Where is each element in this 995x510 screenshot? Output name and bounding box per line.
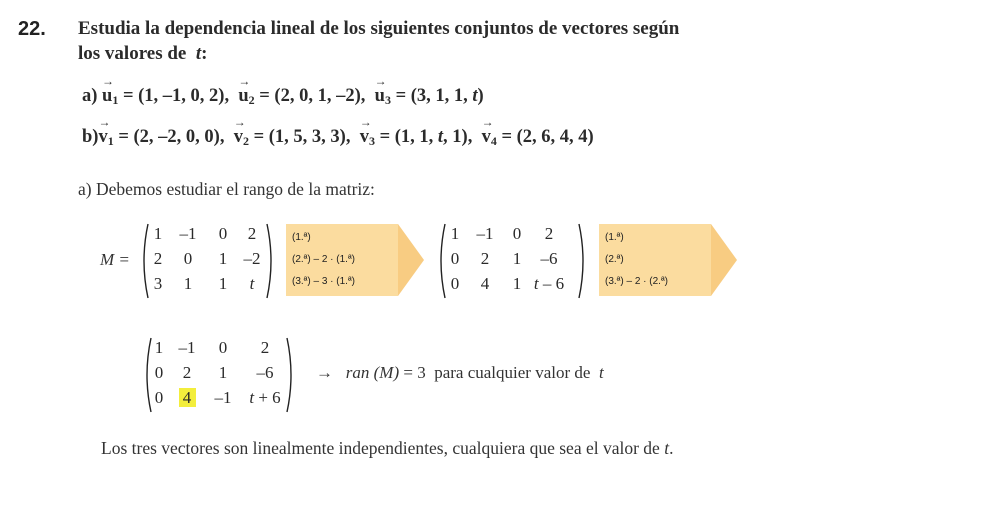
conclusion: Los tres vectores son linealmente independientes, cualquiera que sea el valor de t. [101,438,674,458]
item-b: $b)\to v_1 = (2$, –2, 0, 0), → $v_2 = (1$, 5, 3, 3), → $v_3 = (1$, 1, t, 1), → $v_4 = (2$, 6, 4, 4) [82,127,594,148]
exercise-number: 22. [18,18,46,40]
result-arrow-icon: → [316,363,333,382]
matrix3-cell-r2-c2: 2 [182,363,192,382]
op-2-row-3: (3.ª) – 2 · (2.ª) [605,276,668,287]
matrix3-cell-r3-c4: t + 6 [249,388,281,407]
op-1-row-3: (3.ª) – 3 · (1.ª) [292,276,355,287]
matrix3-cell-r1-c1: 1 [154,338,164,357]
matrix1-cell-r2-c4: –2 [243,249,261,268]
op-2-row-2: (2.ª) [605,254,624,265]
matrix1-cell-r2-c3: 1 [218,249,228,268]
matrix3-cell-r2-c1: 0 [154,363,164,382]
matrix3-cell-r2-c3: 1 [218,363,228,382]
matrix3-cell-r1-c2: –1 [178,338,196,357]
matrix3-cell-r1-c3: 0 [218,338,228,357]
matrix1-cell-r3-c2: 1 [183,274,193,293]
solution-intro: a) Debemos estudiar el rango de la matriz: [78,179,375,199]
matrix1-cell-r2-c1: 2 [153,249,163,268]
row-operations-2 [599,224,737,296]
matrix2-cell-r3-c4: t – 6 [533,274,565,293]
matrix1-cell-r1-c1: 1 [153,224,163,243]
highlighted-cell: 4 [178,388,196,407]
matrix-2 [437,222,587,300]
exercise-title-line2: los valores de t: [78,43,208,64]
matrix3-cell-r1-c4: 2 [260,338,270,357]
matrix1-cell-r1-c2: –1 [179,224,197,243]
matrix-label: M = [100,250,130,269]
matrix2-cell-r2-c1: 0 [450,249,460,268]
matrix1-cell-r3-c1: 3 [153,274,163,293]
matrix1-cell-r1-c4: 2 [247,224,257,243]
matrix3-cell-r3-c2 [172,388,202,408]
rank-result: → ran (M) = 3 para cualquier valor de t [316,363,604,382]
item-a: $a) \to u_1 = (1$, –1, 0, 2), → $u_2 = (2$, 0, 1, –2), → $u_3 = (3$, 1, 1, t) [82,86,484,107]
matrix-1 [140,222,275,300]
matrix2-cell-r1-c1: 1 [450,224,460,243]
matrix-3 [143,336,295,414]
matrix2-cell-r3-c1: 0 [450,274,460,293]
matrix1-cell-r3-c4: t [249,274,255,293]
matrix2-cell-r1-c2: –1 [476,224,494,243]
matrix3-cell-r3-c1: 0 [154,388,164,407]
matrix1-cell-r1-c3: 0 [218,224,228,243]
matrix3-cell-r2-c4: –6 [256,363,274,382]
matrix2-cell-r1-c3: 0 [512,224,522,243]
matrix2-cell-r2-c2: 2 [480,249,490,268]
matrix1-cell-r3-c3: 1 [218,274,228,293]
op-2-row-1: (1.ª) [605,232,624,243]
exercise-title-line1: Estudia la dependencia lineal de los siguientes conjuntos de vectores según [78,18,680,39]
matrix2-cell-r2-c4: –6 [540,249,558,268]
matrix3-cell-r3-c3: –1 [214,388,232,407]
matrix2-cell-r1-c4: 2 [544,224,554,243]
matrix2-cell-r2-c3: 1 [512,249,522,268]
matrix2-cell-r3-c3: 1 [512,274,522,293]
matrix2-cell-r3-c2: 4 [480,274,490,293]
op-1-row-2: (2.ª) – 2 · (1.ª) [292,254,355,265]
row-operations-1 [286,224,424,296]
matrix1-cell-r2-c2: 0 [183,249,193,268]
op-1-row-1: (1.ª) [292,232,311,243]
